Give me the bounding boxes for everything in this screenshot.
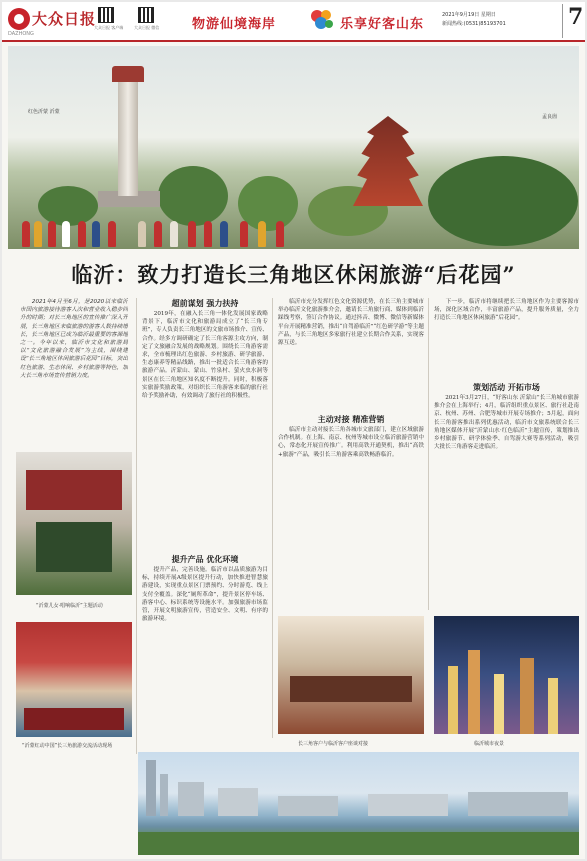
photo-caption: 长三角客户与临沂客户座谈对接	[298, 741, 369, 747]
lead-paragraph: 2021年4月至6月，是2020以来临沂市国内旅游接待游客人次和营业收入稳步回升的时期；对长三角地区的宣传推广深入开展，长三角地区来临旅游的游客人数持续增长，长三角地区已成为临沂最重要的客源地之一。今年以来，临沂市文化和旅游局以“文化旅游融合发展”为主线，围绕建设“长三角地区休闲旅游后花园”目标，突出红色旅游、生态休闲、乡村旅游等特色，加大长三角市场宣传营销力度。	[20, 299, 128, 379]
body-text: 临沂市充分发挥红色文化资源优势，在长三角主要城市举办临沂文化旅游推介会，邀请长三角旅行商、媒体到临沂踩线考察，签订合作协议。通过抖音、微博、微信等新媒体平台开展精准营销，推出“自驾游临沂”“红色研学游”等主题产品，与长三角地区多家旅行社建立长期合作关系，实现客源互送。	[278, 299, 424, 347]
body-text: 下一步，临沂市将继续把长三角地区作为主要客源市场，深化区域合作，丰富旅游产品，提升服务质量，全力打造长三角地区休闲旅游“后花园”。	[434, 299, 579, 322]
qr-code-icon[interactable]	[98, 7, 114, 23]
section-heading: 超前谋划 强力扶持	[171, 298, 239, 308]
article-headline: 临沂：致力打造长三角地区休闲旅游“后花园”	[71, 262, 516, 287]
photo-night-city	[434, 616, 579, 734]
photo-meeting	[278, 616, 424, 734]
shandong-tourism-logo-icon	[308, 7, 336, 33]
body-text: 临沂市主动对接长三角各城市文旅部门，建立区域旅游合作机制。在上海、南京、杭州等城市设立临沂旅游营销中心，常态化开展宣传推广。利用高铁开通契机，推出“高铁+旅游”产品，吸引长三角游客乘高铁畅游临沂。	[278, 427, 424, 458]
newspaper-page	[2, 2, 585, 859]
page-number: 7	[568, 4, 584, 30]
hero-photo	[8, 46, 579, 249]
section-heading: 主动对接 精准营销	[317, 414, 385, 424]
hero-caption-left: 红色沂蒙 沂蒙	[28, 109, 60, 115]
photo-caption: 临沂城市夜景	[474, 741, 505, 747]
pagoda-image	[353, 116, 423, 206]
photo-concert	[16, 452, 132, 595]
qr-label-wechat: 大众日报 微信	[134, 25, 160, 30]
photo-ceremony	[16, 622, 132, 737]
body-text: 2021年3月27日，“好客山东 沂蒙山”长三角城市旅游推介会在上海举行；4月，临沂组织重点景区、旅行社赴南京、杭州、苏州、合肥等城市开展专场推介；5月起，面向长三角游客推出系列优惠活动，临沂市文旅系统联合长三角地区媒体开展“沂蒙山水·红色临沂”主题宣传，策划推出乡村旅游节、研学体验季、自驾游大赛等系列活动，吸引大批长三角游客走进临沂。	[434, 395, 579, 451]
divider	[136, 298, 137, 754]
news-hotline: 新闻热线:(0531)85193701	[442, 21, 506, 27]
divider	[272, 298, 273, 738]
slogan-left: 物游仙境海岸	[192, 17, 277, 32]
divider	[428, 298, 429, 610]
paper-logo-icon	[8, 8, 30, 30]
hero-caption-right: 孟良崮	[542, 114, 558, 120]
section-heading: 策划活动 开拓市场	[473, 382, 540, 392]
body-text: 提升产品，完善设施。临沂市以品质旅游为目标，持续开展A级景区提升行动，加快推进智慧旅游建设，实现重点景区门票预约、分时游览、线上支付全覆盖。深化“厕所革命”，提升景区停车场、游客中心、标识系统等设施水平。加强旅游市场监管，开展文明旅游宣传，营造安全、文明、有序的旅游环境。	[142, 567, 268, 623]
qr-label-app: 大众日报 客户端	[94, 25, 124, 30]
masthead	[2, 2, 585, 42]
photo-city-panorama	[138, 752, 579, 855]
photo-caption: “沂蒙红动中国”长三角旅游交流活动现场	[22, 743, 113, 749]
paper-name: 大众日报	[32, 10, 97, 28]
divider	[562, 4, 563, 38]
paper-name-en: DAZHONG	[8, 31, 34, 37]
photo-caption: “沂蒙儿女·唱响临沂”主题活动	[36, 603, 103, 609]
qr-code-icon[interactable]	[138, 7, 154, 23]
issue-date: 2021年9月19日 星期日	[442, 12, 496, 18]
body-text: 2019年，在融入长三角一体化发展国家战略背景下，临沂市文化和旅游局成立了“长三角专班”，专人负责长三角地区的文旅市场推介、宣传、合作。经多方调研确定了长三角客源主攻方向，制定了文旅融合发展的战略规划。围绕长三角游客需求，全市梳理出红色旅游、乡村旅游、研学旅游、生态康养等精品线路，推出一批适合长三角游客的旅游产品。沂蒙山、蒙山、竹泉村、萤火虫水洞等景区在长三角地区知名度不断提升。同时，积极落实旅游奖励政策，对组织长三角游客来临的旅行社给予奖励补助，有效调动了旅行社的积极性。	[142, 311, 268, 400]
slogan-right: 乐享好客山东	[340, 17, 425, 32]
section-heading: 提升产品 优化环境	[171, 554, 239, 564]
